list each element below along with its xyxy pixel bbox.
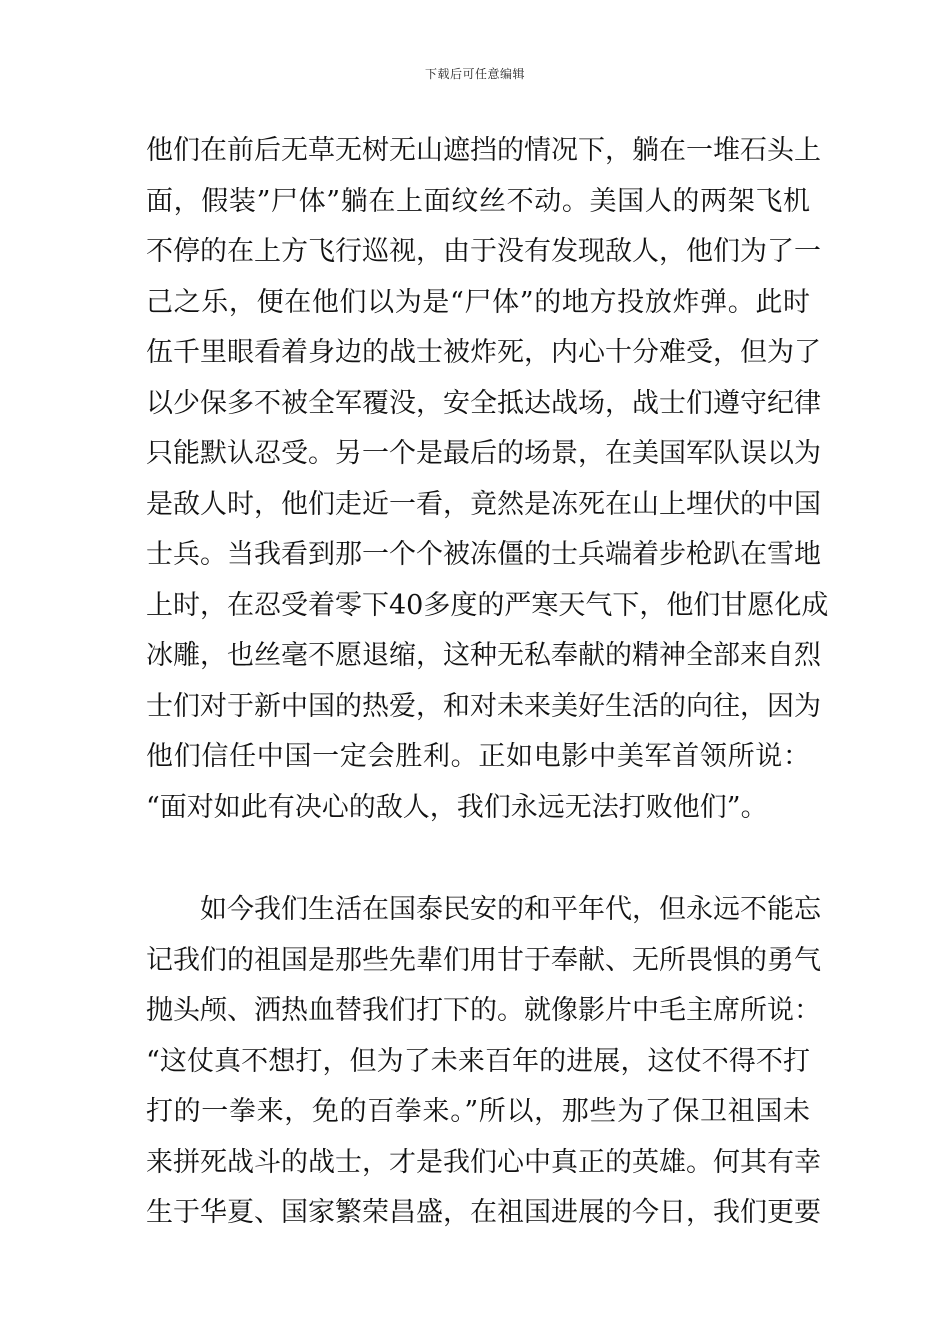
text-line: 打的一拳来，免的百拳来。”所以，那些为了保卫祖国未 <box>146 1096 810 1127</box>
text-line: 来拼死战斗的战士，才是我们心中真正的英雄。何其有幸 <box>146 1146 821 1178</box>
text-line: 他们在前后无草无树无山遮挡的情况下，躺在一堆石头上 <box>146 135 821 166</box>
text-line: “面对如此有决心的敌人，我们永远无法打败他们”。 <box>146 791 768 823</box>
text-line: 生于华夏、国家繁荣昌盛，在祖国进展的今日，我们更要 <box>146 1197 821 1228</box>
paragraph-gap <box>146 833 810 885</box>
text-line: 己之乐，便在他们以为是“尸体”的地方投放炸弹。此时 <box>146 286 810 318</box>
text-line: 以少保多不被全军覆没，安全抵达战场，战士们遵守纪律 <box>146 387 821 419</box>
text-line: “这仗真不想打，但为了未来百年的进展，这仗不得不打 <box>146 1045 810 1077</box>
text-line: 是敌人时，他们走近一看，竟然是冻死在山上埋伏的中国 <box>146 488 821 520</box>
text-line: 士兵。当我看到那一个个被冻僵的士兵端着步枪趴在雪地 <box>146 539 821 570</box>
text-line: 他们信任中国一定会胜利。正如电影中美军首领所说： <box>146 741 810 772</box>
text-line: 不停的在上方飞行巡视，由于没有发现敌人，他们为了一 <box>146 236 821 267</box>
text-line: 记我们的祖国是那些先辈们用甘于奉献、无所畏惧的勇气 <box>146 944 821 976</box>
paragraph-2 <box>146 885 821 1239</box>
body-text <box>146 126 829 1239</box>
text-line: 士们对于新中国的热爱，和对未来美好生活的向往，因为 <box>146 690 821 722</box>
text-line: 面，假装”尸体”躺在上面纹丝不动。美国人的两架飞机 <box>146 185 810 217</box>
paragraph-1 <box>146 126 829 833</box>
text-line: 只能默认忍受。另一个是最后的场景，在美国军队误以为 <box>146 438 821 469</box>
text-line: 上时，在忍受着零下40多度的严寒天气下，他们甘愿化成 <box>146 589 829 621</box>
page-header: 下载后可任意编辑 <box>424 67 525 81</box>
text-line: 冰雕，也丝毫不愿退缩，这种无私奉献的精神全部来自烈 <box>146 640 821 671</box>
text-line: 如今我们生活在国泰民安的和平年代，但永远不能忘 <box>146 894 821 925</box>
text-line: 抛头颅、洒热血替我们打下的。就像影片中毛主席所说： <box>146 995 821 1026</box>
text-line: 伍千里眼看着身边的战士被炸死，内心十分难受，但为了 <box>146 337 821 368</box>
